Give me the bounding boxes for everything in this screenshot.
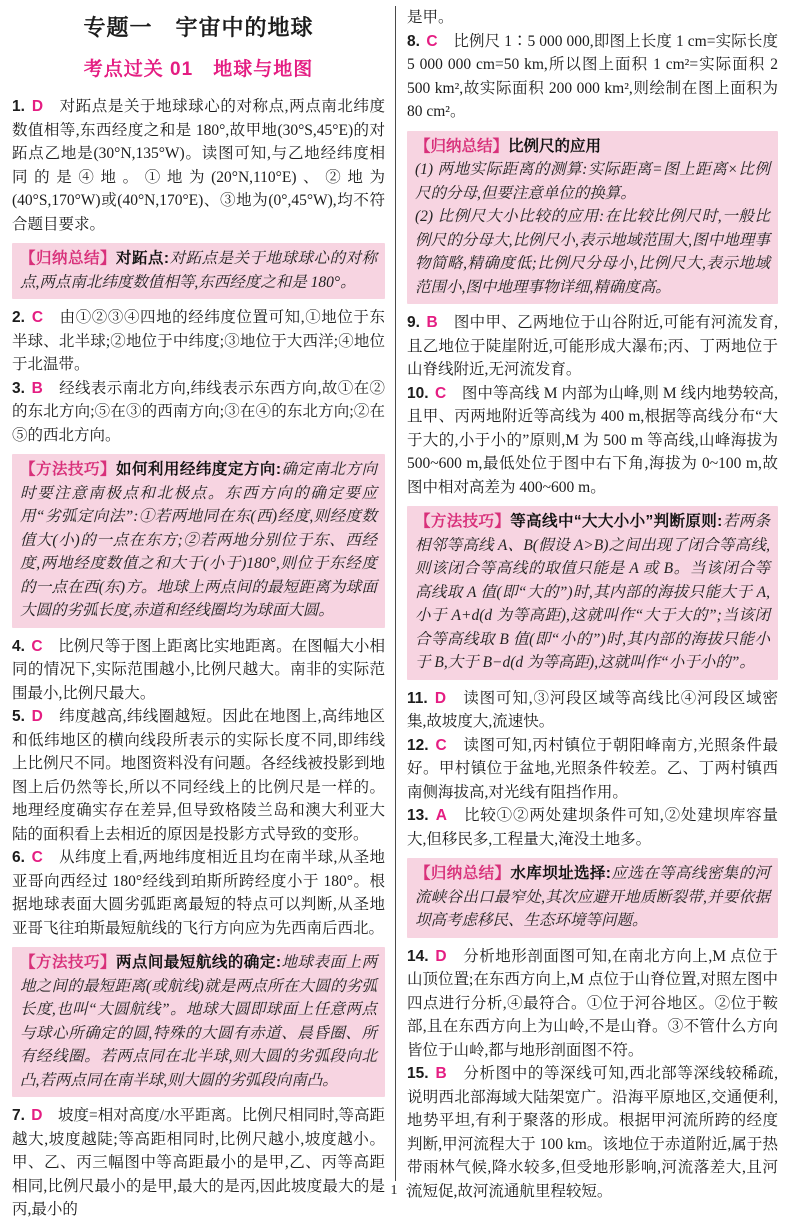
answer-letter: C	[31, 849, 43, 866]
answer-number: 10.	[407, 384, 433, 402]
method-box	[407, 506, 778, 680]
answer-letter: D	[434, 689, 447, 707]
answer-text: 从纬度上看,两地纬度相近且均在南半球,从圣地亚哥向西经过 180°经线到珀斯所跨经度小于 180°。根据地球表面大圆劣弧距离最短的特点可以判断,从圣地亚哥飞往珀斯最短航线的飞行方向应为先西南后西北。	[12, 849, 385, 937]
answer-continuation	[407, 6, 778, 30]
box-body: 对跖点是关于地球球心的对称点,两点南北纬度数值相等,东西经度之和是 180°。	[20, 250, 377, 291]
left-column-content	[12, 95, 385, 1222]
box-title: 比例尺的应用	[508, 137, 602, 155]
box-heading	[20, 458, 377, 623]
answer-letter: D	[31, 98, 44, 115]
answer-item	[12, 306, 385, 377]
answer-item	[407, 687, 778, 734]
box-paragraph: (2) 比例尺大小比较的应用:在比较比例尺时,一般比例尺的分母大,比例尺小,表示地域范围大,图中地理事物简略,精确度低;比例尺分母小,比例尺大,表示地域范围小,图中地理事物详细,精确度高。	[415, 208, 770, 296]
summary-box	[407, 131, 778, 305]
answer-text: 对跖点是关于地球球心的对称点,两点南北纬度数值相等,东西经度之和是 180°,故甲地(30°S,45°E)的对跖点乙地是(30°N,135°W)。读图可知,与乙地经纬度相同的是④地。①地为(20°N,110°E)、②地为(40°S,170°W)或(40°N,170°E)、③地为(0°,45°W),均不符合题目要求。	[12, 98, 385, 233]
box-title: 对跖点:	[115, 250, 170, 267]
box-body: 确定南北方向时要注意南极点和北极点。东西方向的确定要应用“劣弧定向法”:①若两地同在东(西)经度,则经度数值大(小)的一点在东方;②若两地分别位于东、西经度,两地经度数值之和大于(小于)180°,则位于东经度的一点在西(东)方。地球上两点间的最短距离为球面大圆的劣弧长度,赤道和经线圈均为球面大圆。	[20, 461, 377, 619]
answer-number: 4.	[12, 637, 30, 655]
answer-number: 6.	[12, 849, 30, 866]
summary-box	[407, 858, 778, 938]
box-title: 等高线中“大大小小”判断原则:	[510, 513, 723, 530]
box-label: 【方法技巧】	[20, 461, 116, 478]
answer-number: 5.	[12, 708, 30, 725]
box-title: 两点间最短航线的确定:	[115, 954, 282, 971]
answer-letter: B	[435, 1065, 447, 1082]
answer-item	[407, 734, 778, 805]
answer-item	[12, 1104, 385, 1222]
answer-item	[407, 1062, 778, 1203]
answer-number: 3.	[12, 379, 30, 397]
answer-item	[12, 635, 385, 706]
two-column-layout	[12, 6, 778, 1218]
box-heading	[415, 862, 770, 933]
answer-text: 读图可知,丙村镇位于朝阳峰南方,光照条件最好。甲村镇位于盆地,光照条件较差。乙、丁两村镇西南侧海拔高,对光线有阻挡作用。	[407, 736, 778, 801]
answer-number: 9.	[407, 314, 425, 331]
answer-text: 比例尺等于图上距离比实地距离。在图幅大小相同的情况下,实际范围越小,比例尺越大。南非的实际范围最小,比例尺最大。	[12, 637, 385, 702]
answer-text: 比例尺 1∶5 000 000,即图上长度 1 cm=实际长度 5 000 000 cm=50 km,所以图上面积 1 cm²=实际面积 2 500 km²,故实际面积 200 000 km²,则绘制在图上面积为 80 cm²。	[407, 32, 778, 120]
answer-letter: C	[31, 637, 43, 655]
left-column	[12, 6, 395, 1218]
box-label: 【归纳总结】	[415, 865, 511, 882]
answer-text: 是甲。	[407, 9, 454, 26]
right-column-content	[407, 6, 778, 1203]
summary-box	[12, 243, 385, 299]
box-heading	[415, 135, 770, 159]
method-box	[12, 947, 385, 1097]
answer-letter: B	[426, 314, 438, 331]
answer-item	[407, 382, 778, 500]
section-title: 考点过关 01 地球与地图	[83, 58, 314, 80]
answer-text: 图中等高线 M 内部为山峰,则 M 线内地势较高,且甲、丙两地附近等高线为 400 m,根据等高线分布“大于大的,小于小的”原则,M 为 500 m 等高线,山峰海拔为 500~600 m,最低处位于图中右下角,海拔为 0~100 m,故图中相对高差为 400~600 m。	[407, 384, 778, 496]
answer-text: 由①②③④四地的经纬度位置可知,①地位于东半球、北半球;②地位于中纬度;③地位于大西洋;④地位于北温带。	[12, 309, 385, 373]
answer-letter: C	[435, 736, 447, 754]
box-body: 地球表面上两地之间的最短距离(或航线)就是两点所在大圆的劣弧长度,也叫“大圆航线”。地球大圆即球面上任意两点与球心所确定的圆,特殊的大圆有赤道、晨昏圈、所有经线圈。若两点同在北半球,则大圆的劣弧段向北凸,若两点同在南半球,则大圆的劣弧段向南凸。	[20, 954, 377, 1089]
page-number: · 1 ·	[378, 1183, 412, 1198]
answer-text: 分析图中的等深线可知,西北部等深线较稀疏,说明西北部海域大陆架宽广。沿海平原地区,交通便利,地势平坦,有利于聚落的形成。根据甲河流所跨的经度判断,甲河流程大于 100 km。该地位于赤道附近,属于热带雨林气候,降水较多,但受地形影响,河流落差大,且河流短促,故河流通航里程较短。	[407, 1065, 778, 1200]
box-label: 【归纳总结】	[20, 250, 116, 267]
right-column	[395, 6, 778, 1200]
answer-letter: D	[31, 708, 43, 725]
answer-letter: B	[31, 379, 43, 397]
answer-text: 纬度越高,纬线圈越短。因此在地图上,高纬地区和低纬地区的横向线段所表示的实际长度不同,即纬线上比例尺不同。地图资料没有问题。各经线被投影到地图上后仍然等长,所以不同经线上的比例尺是一样的。地理经度确实存在差异,但导致格陵兰岛和澳大利亚大陆的面积看上去相近的原因是投影方式导致的变形。	[12, 708, 385, 843]
answer-item	[12, 377, 385, 448]
answer-letter: D	[435, 947, 447, 965]
answer-letter: C	[426, 32, 438, 50]
answer-text: 经线表示南北方向,纬线表示东西方向,故①在②的东北方向;⑤在③的西南方向;③在④的东北方向;②在⑤的西北方向。	[12, 379, 385, 444]
answer-number: 14.	[407, 947, 434, 965]
method-box	[12, 454, 385, 628]
box-heading	[20, 247, 377, 294]
box-title: 水库坝址选择:	[510, 865, 611, 882]
answer-number: 2.	[12, 309, 30, 326]
answer-number: 1.	[12, 98, 30, 115]
box-body: 若两条相邻等高线 A、B(假设 A>B)之间出现了闭合等高线,则该闭合等高线的取值只能是 A 或 B。当该闭合等高线取 A 值(即“大的”)时,其内部的海拔只能大于 A,小于 A+d(d 为等高距),这就叫作“大于大的”;当该闭合等高线取 B 值(即“小的”)时,其内部的海拔只能小于 B,大于 B−d(d 为等高距),这就叫作“小于小的”。	[415, 513, 770, 671]
answer-item	[12, 705, 385, 846]
answer-item	[12, 95, 385, 236]
answer-letter: A	[435, 807, 447, 824]
box-label: 【方法技巧】	[415, 513, 511, 530]
answer-letter: D	[31, 1107, 43, 1124]
answer-text: 坡度=相对高度/水平距离。比例尺相同时,等高距越大,坡度越陡;等高距相同时,比例尺越小,坡度越小。甲、乙、丙三幅图中等高距最小的是甲,乙、丙等高距相同,比例尺最小的是甲,最大的是丙,因此坡度最大的是丙,最小的	[12, 1107, 385, 1218]
answer-item	[407, 945, 778, 1063]
answer-number: 15.	[407, 1065, 434, 1082]
answer-number: 13.	[407, 807, 434, 824]
answer-number: 11.	[407, 689, 433, 707]
box-heading	[20, 951, 377, 1092]
answer-text: 分析地形剖面图可知,在南北方向上,M 点位于山顶位置;在东西方向上,M 点位于山脊位置,对照左图中四点进行分析,④最符合。①位于河谷地区。②位于鞍部,且在东西方向上为山岭,不是山脊。③不管什么方向皆位于山岭,都与地形剖面图不符。	[407, 947, 778, 1059]
answer-letter: C	[434, 384, 447, 402]
box-label: 【归纳总结】	[415, 137, 509, 155]
box-heading	[415, 510, 770, 675]
box-paragraph: (1) 两地实际距离的测算:实际距离=图上距离×比例尺的分母,但要注意单位的换算。	[415, 161, 770, 202]
answer-item	[407, 30, 778, 124]
answer-item	[407, 804, 778, 851]
box-title: 如何利用经纬度定方向:	[115, 461, 282, 478]
page-title: 专题一 宇宙中的地球	[83, 15, 314, 40]
box-label: 【方法技巧】	[20, 954, 116, 971]
answer-number: 12.	[407, 736, 434, 754]
answer-item	[407, 311, 778, 382]
box-body: 应选在等高线密集的河流峡谷出口最窄处,其次应避开地质断裂带,并要依据坝高考虑移民、生态环境等问题。	[415, 865, 770, 929]
answer-letter: C	[31, 309, 44, 326]
answer-text: 比较①②两处建坝条件可知,②处建坝库容量大,但移民多,工程量大,淹没土地多。	[407, 807, 778, 848]
answer-number: 8.	[407, 32, 425, 50]
answer-text: 读图可知,③河段区域等高线比④河段区域密集,故坡度大,流速快。	[407, 689, 778, 730]
answer-item	[12, 846, 385, 940]
answer-text: 图中甲、乙两地位于山谷附近,可能有河流发育,且乙地位于陡崖附近,可能形成大瀑布;丙、丁两地位于山脊线附近,无河流发育。	[407, 314, 778, 378]
answer-number: 7.	[12, 1107, 30, 1124]
